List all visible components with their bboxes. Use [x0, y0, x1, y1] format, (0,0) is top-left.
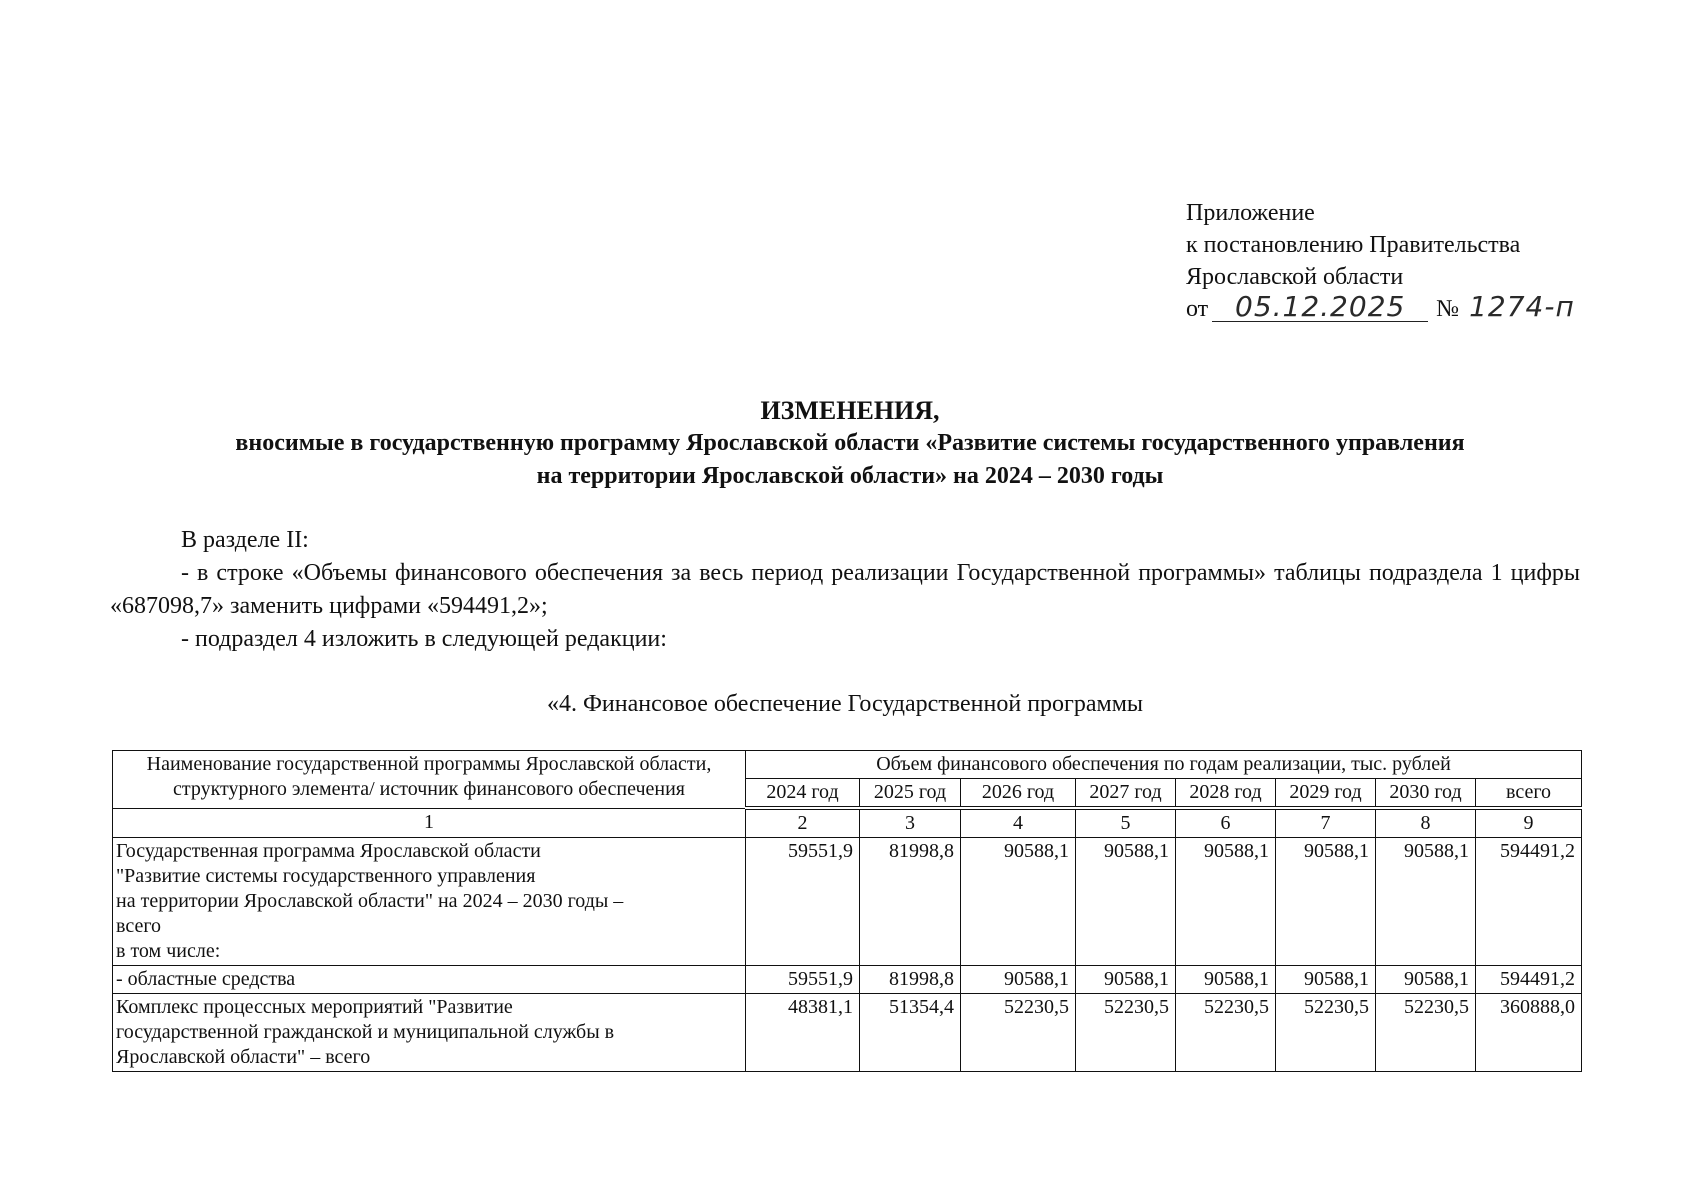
appendix-block [1186, 197, 1575, 325]
value-cell: 52230,5 [1176, 994, 1276, 1072]
value-cell: 90588,1 [1176, 966, 1276, 994]
handwritten-number: 1274-п [1469, 290, 1575, 323]
row-name-line: всего [116, 915, 162, 937]
column-number: 7 [1276, 808, 1376, 838]
row-name-line: государственной гражданской и муниципальной службы в [116, 1021, 615, 1043]
value-cell: 360888,0 [1476, 994, 1582, 1072]
table-header-row-1 [113, 751, 1582, 779]
header-year-2026: 2026 год [961, 779, 1076, 809]
title-line-3: на территории Ярославской области» на 2024 – 2030 годы [536, 463, 1164, 489]
value-cell: 594491,2 [1476, 966, 1582, 994]
value-cell: 90588,1 [961, 966, 1076, 994]
date-prefix: от [1186, 296, 1209, 322]
value-cell: 81998,8 [860, 838, 961, 966]
row-name-line: в том числе: [116, 940, 221, 962]
header-year-2029: 2029 год [1276, 779, 1376, 809]
row-name-line: Ярославской области" – всего [116, 1046, 371, 1068]
appendix-decree-line: к постановлению Правительства [1186, 232, 1521, 258]
document-title [110, 394, 1590, 493]
header-year-2030: 2030 год [1376, 779, 1476, 809]
row-name-line: Комплекс процессных мероприятий "Развитие [116, 996, 513, 1018]
header-year-2028: 2028 год [1176, 779, 1276, 809]
column-number: 5 [1076, 808, 1176, 838]
value-cell: 81998,8 [860, 966, 961, 994]
handwritten-date: 05.12.2025 [1212, 293, 1428, 322]
value-cell: 59551,9 [746, 966, 860, 994]
header-volume-cell: Объем финансового обеспечения по годам реализации, тыс. рублей [746, 751, 1582, 779]
row-name-cell [113, 994, 746, 1072]
body-text [110, 524, 1580, 656]
row-name-line: "Развитие системы государственного управления [116, 865, 536, 887]
row-name-cell [113, 838, 746, 966]
value-cell: 48381,1 [746, 994, 860, 1072]
column-number: 1 [113, 808, 746, 838]
title-line-2: вносимые в государственную программу Ярославской области «Развитие системы государственного управления [235, 430, 1465, 456]
header-name-cell: Наименование государственной программы Ярославской области, структурного элемента/ источник финансового обеспечения [113, 751, 746, 809]
row-name-line: на территории Ярославской области" на 2024 – 2030 годы – [116, 890, 624, 912]
value-cell: 90588,1 [1076, 966, 1176, 994]
title-line-1: ИЗМЕНЕНИЯ, [760, 396, 940, 425]
value-cell: 52230,5 [1376, 994, 1476, 1072]
row-name-cell [113, 966, 746, 994]
value-cell: 52230,5 [1276, 994, 1376, 1072]
value-cell: 52230,5 [1076, 994, 1176, 1072]
appendix-title: Приложение [1186, 200, 1315, 226]
header-year-2027: 2027 год [1076, 779, 1176, 809]
section-heading: «4. Финансовое обеспечение Государственной программы [546, 691, 1144, 717]
value-cell: 59551,9 [746, 838, 860, 966]
appendix-date-number-line [1186, 290, 1575, 325]
header-year-2025: 2025 год [860, 779, 961, 809]
value-cell: 52230,5 [961, 994, 1076, 1072]
row-name-line: - областные средства [116, 968, 296, 990]
table-column-numbers-row [113, 808, 1582, 838]
column-number: 2 [746, 808, 860, 838]
table-row [113, 838, 1582, 966]
row-name-line: Государственная программа Ярославской области [116, 840, 541, 862]
value-cell: 90588,1 [1276, 966, 1376, 994]
value-cell: 90588,1 [1176, 838, 1276, 966]
value-cell: 594491,2 [1476, 838, 1582, 966]
column-number: 6 [1176, 808, 1276, 838]
paragraph-section: В разделе II: [181, 527, 309, 553]
paragraph-replace-figures: - в строке «Объемы финансового обеспечения за весь период реализации Государственной программы» таблицы подраздела 1 цифры «687098,7» заменить цифрами «594491,2»; [110, 560, 1580, 619]
column-number: 9 [1476, 808, 1582, 838]
paragraph-new-subsection: - подраздел 4 изложить в следующей редакции: [181, 626, 667, 652]
value-cell: 90588,1 [1376, 838, 1476, 966]
value-cell: 90588,1 [961, 838, 1076, 966]
value-cell: 90588,1 [1076, 838, 1176, 966]
column-number: 4 [961, 808, 1076, 838]
table-row [113, 966, 1582, 994]
value-cell: 90588,1 [1276, 838, 1376, 966]
column-number: 3 [860, 808, 961, 838]
number-sign: № [1436, 296, 1460, 322]
header-total: всего [1476, 779, 1582, 809]
header-year-2024: 2024 год [746, 779, 860, 809]
value-cell: 90588,1 [1376, 966, 1476, 994]
table-row [113, 994, 1582, 1072]
value-cell: 51354,4 [860, 994, 961, 1072]
appendix-region-line: Ярославской области [1186, 264, 1404, 290]
column-number: 8 [1376, 808, 1476, 838]
financing-table [112, 750, 1582, 1072]
